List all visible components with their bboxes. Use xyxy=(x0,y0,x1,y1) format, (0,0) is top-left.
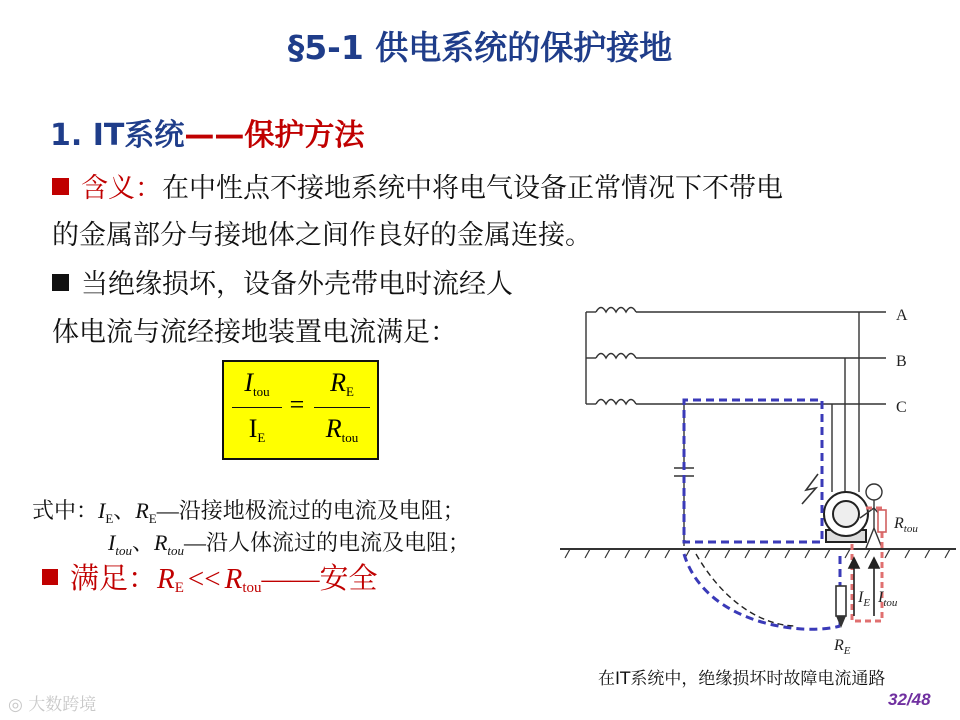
coil-a xyxy=(596,308,636,313)
blue-fault-path xyxy=(684,400,840,629)
watermark-logo-icon: ◎ xyxy=(8,695,29,715)
section-number: 1. IT系统 xyxy=(50,118,185,153)
i-e-label: $I_E$ xyxy=(858,589,871,609)
slide-title: §5-1 供电系统的保护接地 xyxy=(287,28,673,67)
it-system-diagram xyxy=(556,296,960,656)
grounding-rod xyxy=(836,586,846,616)
formula-equals: = xyxy=(289,390,305,419)
formula-den-left: IE xyxy=(248,414,266,445)
formula-den-right: Rtou xyxy=(325,414,359,445)
formula-box xyxy=(222,360,379,460)
phase-a-label: A xyxy=(896,307,908,324)
i-tou-label: $I_{tou}$ xyxy=(878,589,898,609)
watermark: ◎ 大数跨境 xyxy=(8,695,97,715)
fault-line-2: 体电流与流经接地装置电流满足： xyxy=(52,317,457,348)
fault-spark-icon xyxy=(802,474,818,504)
meaning-line-2: 的金属部分与接地体之间作良好的金属连接。 xyxy=(52,220,592,251)
formula-num-left: Itou xyxy=(244,368,270,399)
r-e-label: $R_E$ xyxy=(834,637,851,656)
phase-c-label: C xyxy=(896,399,907,416)
section-subtitle: ——保护方法 xyxy=(184,118,365,153)
meaning-line-1 xyxy=(52,166,783,205)
coil-c xyxy=(596,400,636,405)
r-tou-resistor xyxy=(878,510,886,532)
fraction-bar-right xyxy=(314,407,370,408)
fraction-bar-left xyxy=(232,407,282,408)
fault-text-1: 当绝缘损坏，设备外壳带电时流经人 xyxy=(81,269,513,300)
formula-num-right: RE xyxy=(330,368,354,399)
r-tou-label: $R_{tou}$ xyxy=(894,515,918,535)
fault-line-1 xyxy=(52,262,513,301)
page-number: 32/48 xyxy=(888,690,931,709)
ground-hatching xyxy=(565,549,950,558)
square-bullet-icon xyxy=(52,178,69,195)
section-heading xyxy=(50,110,364,154)
where-line-1: 式中：$I_E$、$R_E—$沿接地极流过的电流及电阻； xyxy=(32,498,465,526)
coil-b xyxy=(596,354,636,359)
diagram-caption: 在IT系统中，绝缘损坏时故障电流通路 xyxy=(598,669,886,689)
meaning-label: 含义： xyxy=(81,173,162,204)
safety-condition: 满足：RE << Rtou——安全 xyxy=(42,556,378,597)
meaning-text-1: 在中性点不接地系统中将电气设备正常情况下不带电 xyxy=(162,173,783,204)
square-bullet-icon xyxy=(52,274,69,291)
square-bullet-icon xyxy=(42,569,58,585)
phase-b-label: B xyxy=(896,353,907,370)
where-line-2: $I_{tou}$、$R_{tou}—$沿人体流过的电流及电阻； xyxy=(108,530,471,558)
